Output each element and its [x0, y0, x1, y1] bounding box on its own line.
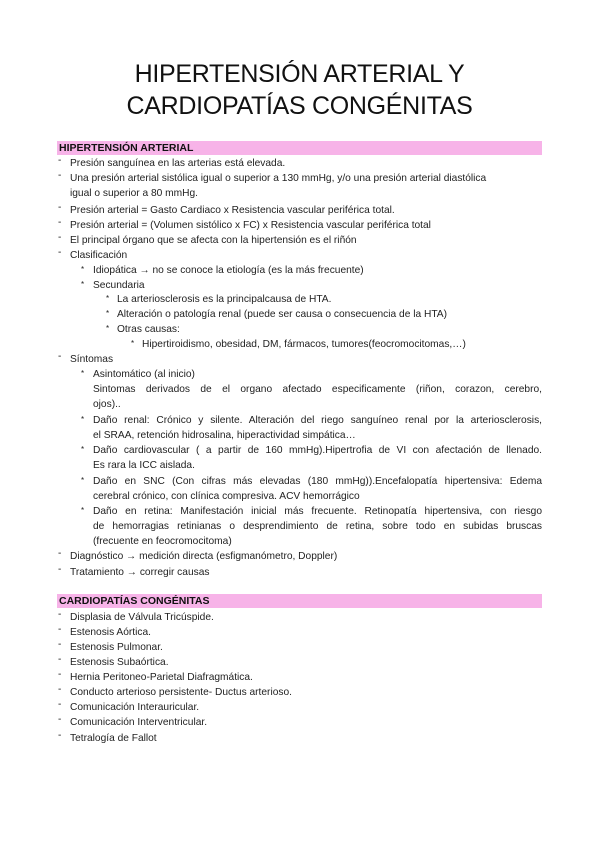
list-item: Una presión arterial sistólica igual o superior a 130 mmHg, y/o una presión arterial diastólica [70, 173, 487, 184]
bullet-dash: - [58, 730, 62, 741]
list-item: Presión arterial = (Volumen sistólico x FC) x Resistencia vascular periférica total [70, 220, 431, 231]
list-item: Presión sanguínea en las arterias está elevada. [70, 158, 286, 169]
section-heading-hta: HIPERTENSIÓN ARTERIAL [57, 141, 542, 155]
bullet-dash: - [58, 654, 62, 665]
list-item: Comunicación Interventricular. [70, 717, 208, 728]
bullet-star: * [81, 506, 85, 515]
list-item: Secundaria [93, 280, 145, 291]
bullet-dash: - [58, 155, 62, 166]
list-item-continuation: de hemorragias retinianas o desprendimiento de retina, sobre todo en subidas bruscas [93, 521, 542, 532]
bullet-star: * [131, 339, 135, 348]
bullet-dash: - [58, 170, 62, 181]
bullet-dash: - [58, 669, 62, 680]
bullet-star: * [106, 309, 110, 318]
list-item-continuation: Es rara la ICC aislada. [93, 460, 195, 471]
bullet-star: * [81, 369, 85, 378]
bullet-star: * [81, 445, 85, 454]
list-item: Displasia de Válvula Tricúspide. [70, 612, 214, 623]
list-item-continuation: cerebral crónico, con clínica compresiva. ACV hemorrágico [93, 491, 360, 502]
list-item: Asintomático (al inicio) [93, 369, 195, 380]
list-item: Daño renal: Crónico y silente. Alteración del riego sanguíneo renal por la arteriosclerosis, [93, 415, 542, 426]
list-item: Otras causas: [117, 324, 180, 335]
list-item: Clasificación [70, 250, 128, 261]
bullet-dash: - [58, 639, 62, 650]
bullet-dash: - [58, 714, 62, 725]
bullet-dash: - [58, 699, 62, 710]
list-item: Estenosis Pulmonar. [70, 642, 163, 653]
bullet-dash: - [58, 609, 62, 620]
bullet-dash: - [58, 247, 62, 258]
list-item-continuation: igual o superior a 80 mmHg. [70, 188, 198, 199]
bullet-dash: - [58, 548, 62, 559]
bullet-star: * [81, 476, 85, 485]
title-line-1: HIPERTENSIÓN ARTERIAL Y [134, 60, 465, 88]
list-item: Síntomas [70, 354, 114, 365]
list-item: Estenosis Aórtica. [70, 627, 151, 638]
list-item: Tetralogía de Fallot [70, 733, 157, 744]
bullet-dash: - [58, 232, 62, 243]
bullet-dash: - [58, 684, 62, 695]
list-item: Daño cardiovascular ( a partir de 160 mmHg).Hipertrofia de VI con afectación de llenado. [93, 445, 542, 456]
bullet-dash: - [58, 351, 62, 362]
bullet-dash: - [58, 202, 62, 213]
title-line-2: CARDIOPATÍAS CONGÉNITAS [126, 92, 473, 120]
list-item: Daño en SNC (Con cifras más elevadas (180 mmHg)).Encefalopatía hipertensiva: Edema [93, 476, 542, 487]
list-item: La arteriosclerosis es la principalcausa de HTA. [117, 294, 332, 305]
list-item: Tratamiento → corregir causas [70, 567, 210, 578]
list-item: Conducto arterioso persistente- Ductus arterioso. [70, 687, 292, 698]
page-title [0, 58, 599, 122]
list-item-continuation: el SRAA, retención hidrosalina, hiperactividad simpática… [93, 430, 356, 441]
bullet-dash: - [58, 564, 62, 575]
bullet-dash: - [58, 217, 62, 228]
section-heading-cc: CARDIOPATÍAS CONGÉNITAS [57, 594, 542, 608]
list-item: Comunicación Interauricular. [70, 702, 200, 713]
bullet-dash: - [58, 624, 62, 635]
list-item: Idiopática → no se conoce la etiología (es la más frecuente) [93, 265, 364, 276]
bullet-star: * [81, 415, 85, 424]
list-item: Daño en retina: Manifestación inicial más frecuente. Retinopatía hipertensiva, con riesgo [93, 506, 542, 517]
list-item: Presión arterial = Gasto Cardiaco x Resistencia vascular periférica total. [70, 205, 395, 216]
bullet-star: * [81, 280, 85, 289]
list-item-continuation: (frecuente en feocromocitoma) [93, 536, 232, 547]
list-item: Alteración o patología renal (puede ser causa o consecuencia de la HTA) [117, 309, 447, 320]
bullet-star: * [81, 265, 85, 274]
list-item: Hipertiroidismo, obesidad, DM, fármacos, tumores(feocromocitomas,…) [142, 339, 466, 350]
list-item-continuation: Sintomas derivados de el organo afectado especificamente (riñon, corazon, cerebro, [93, 384, 542, 395]
list-item-continuation: ojos).. [93, 399, 121, 410]
bullet-star: * [106, 294, 110, 303]
bullet-star: * [106, 324, 110, 333]
list-item: Estenosis Subaórtica. [70, 657, 169, 668]
list-item: Diagnóstico → medición directa (esfigmanómetro, Doppler) [70, 551, 338, 562]
list-item: Hernia Peritoneo-Parietal Diafragmática. [70, 672, 253, 683]
list-item: El principal órgano que se afecta con la hipertensión es el riñón [70, 235, 357, 246]
